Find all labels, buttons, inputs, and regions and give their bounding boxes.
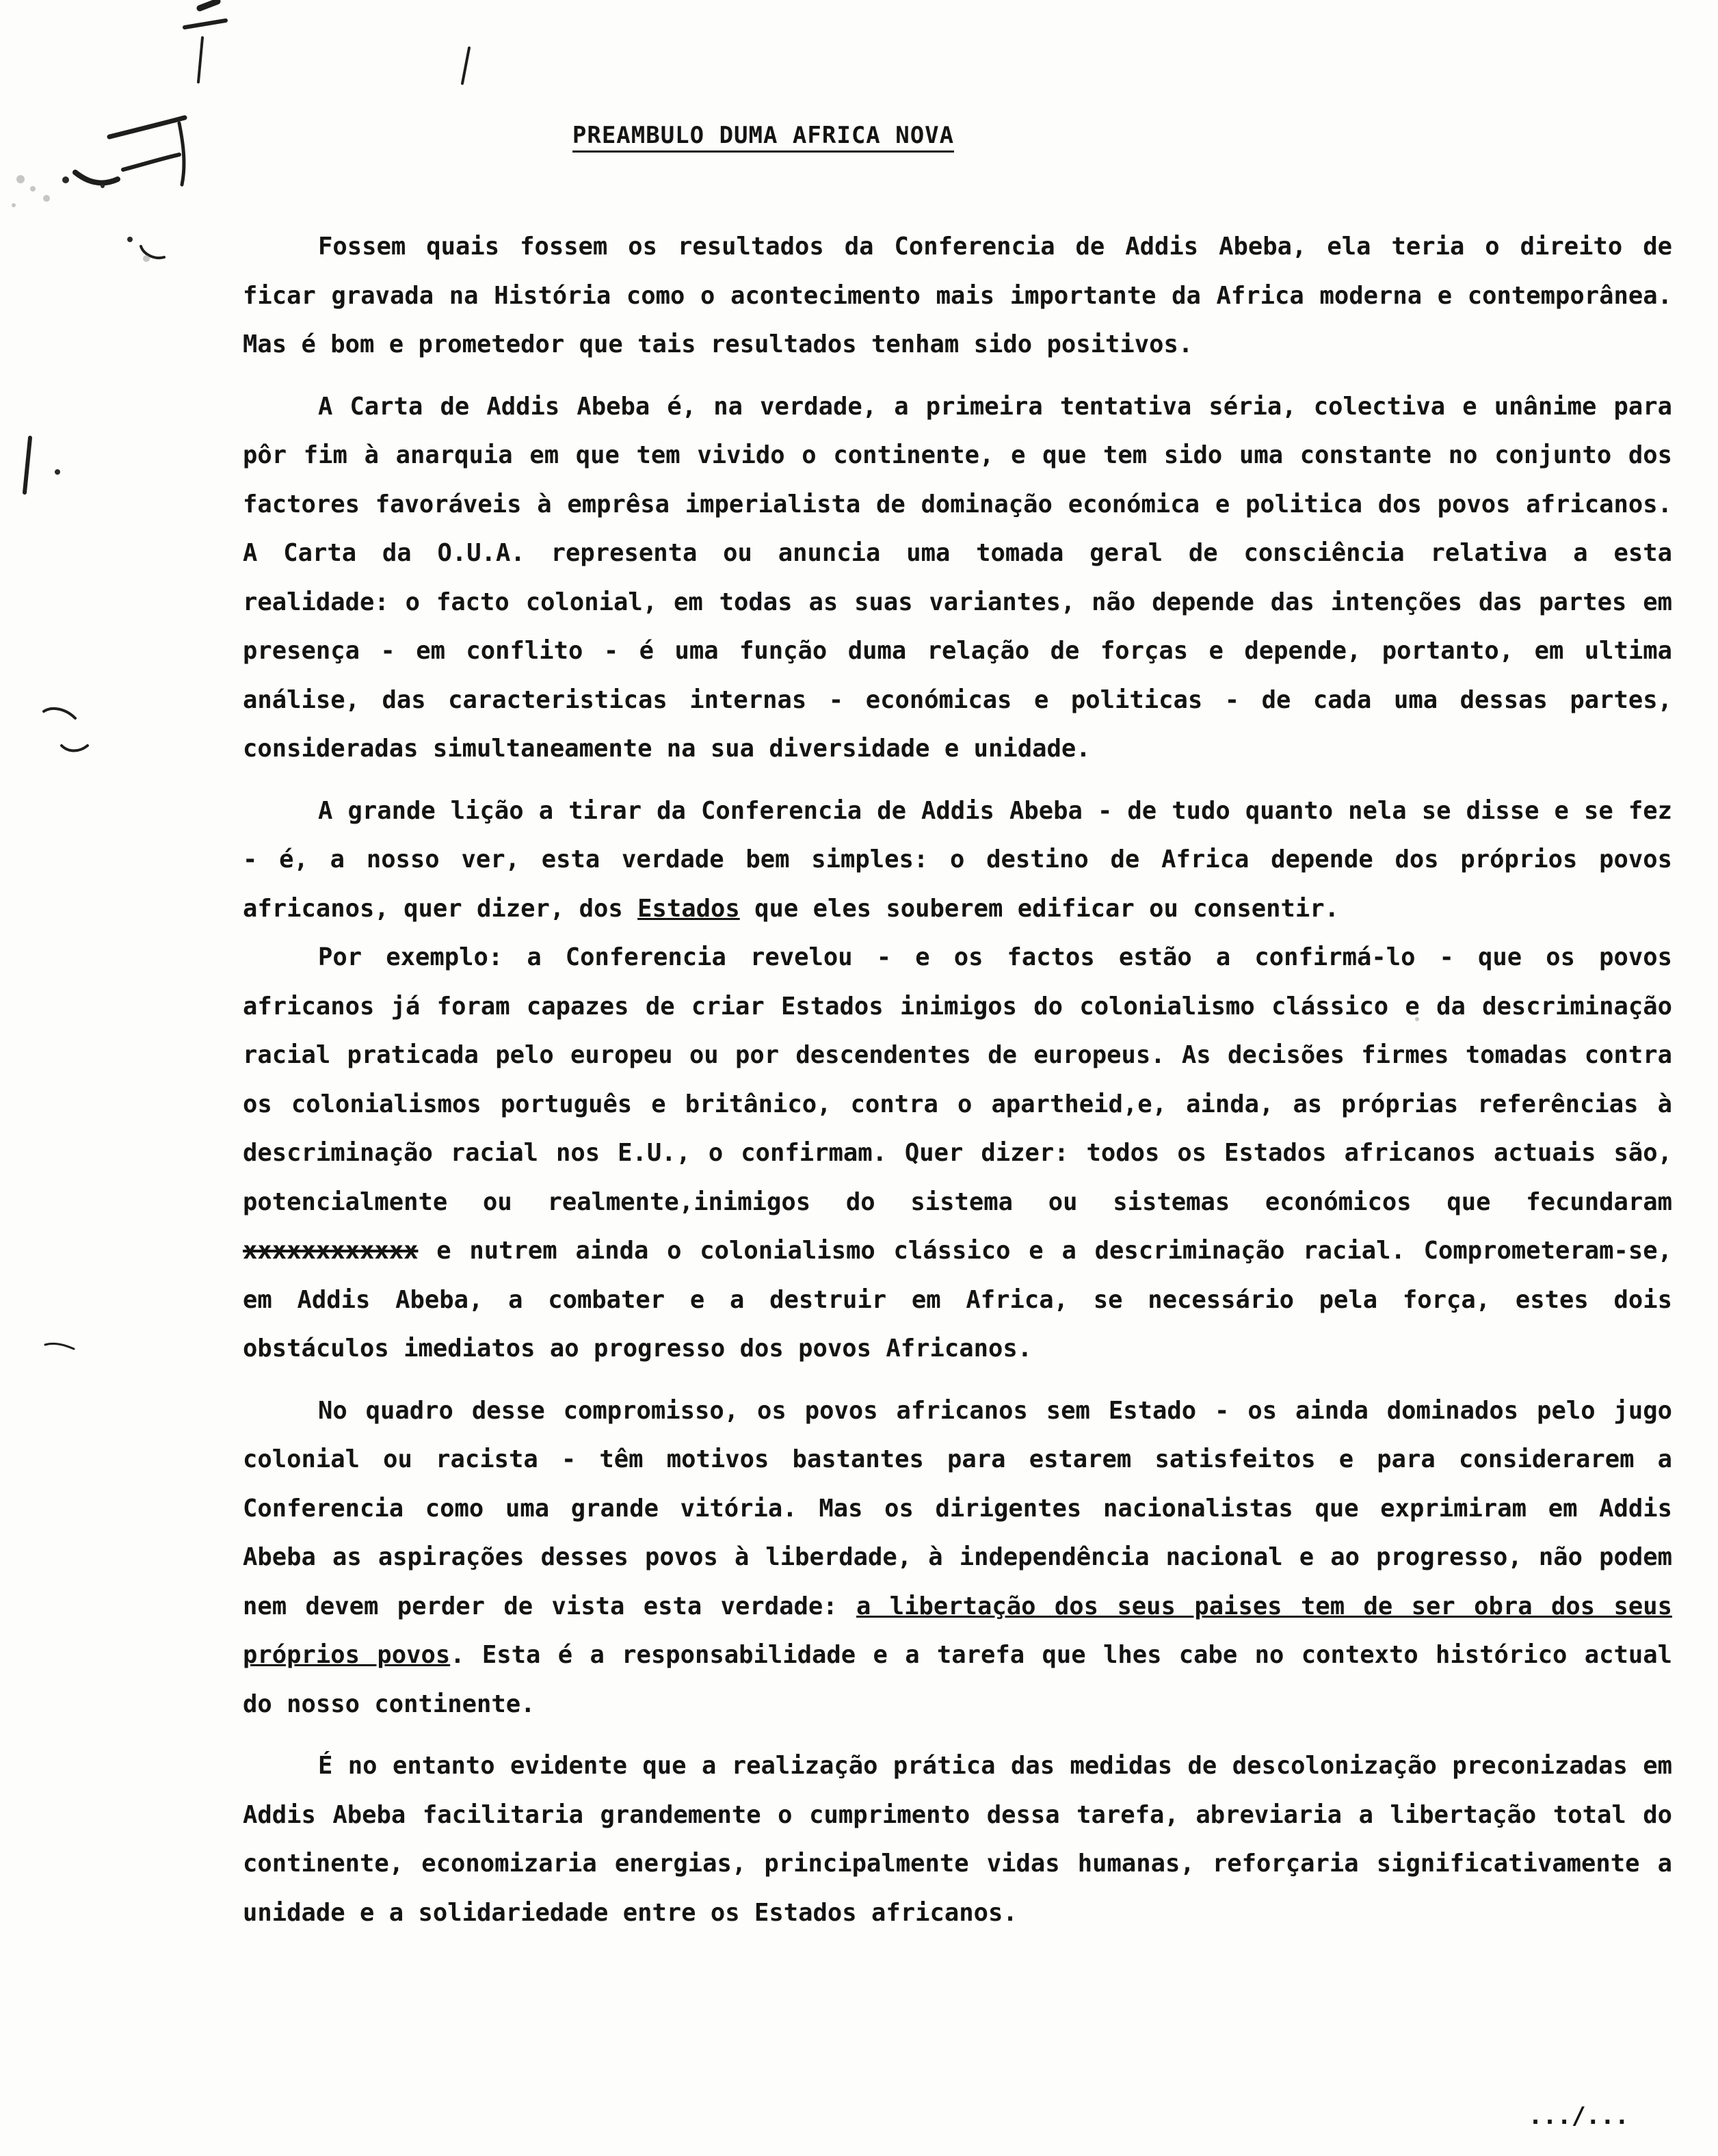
page-continuation-mark: .../...: [1528, 2103, 1629, 2130]
paragraph-5: No quadro desse compromisso, os povos africanos sem Estado - os ainda dominados pelo jugo colonial ou racista - têm motivos bastantes para estarem satisfeitos e para considerarem a Conferencia como uma grande vitória. Mas os dirigentes nacionalistas que exprimiram em Addis Abeba as aspirações desses povos à liberdade, à independência nacional e ao progresso, não podem nem devem perder de vista esta verdade: a libertação dos seus paises tem de ser obra dos seus próprios povos. Esta é a responsabilidade e a tarefa que lhes cabe no contexto histórico actual do nosso continente.: [243, 1396, 1672, 1718]
document-title: PREAMBULO DUMA AFRICA NOVA: [0, 122, 1622, 149]
paragraph-1: Fossem quais fossem os resultados da Conferencia de Addis Abeba, ela teria o direito de ficar gravada na História como o acontecimento mais importante da Africa moderna e contemporânea. Mas é bom e prometedor que tais resultados tenham sido positivos.: [243, 233, 1672, 358]
paragraph-6: É no entanto evidente que a realização prática das medidas de descolonização preconizadas em Addis Abeba facilitaria grandemente o cumprimento dessa tarefa, abreviaria a libertação total do continente, economizaria energias, principalmente vidas humanas, reforçaria significativamente a unidade e a solidariedade entre os Estados africanos.: [243, 1752, 1672, 1927]
struck-out-word: xxxxxxxxxxxx: [243, 1237, 419, 1265]
underlined-estados: Estados: [637, 894, 740, 923]
underlined-liberation-statement: a libertação dos seus paises tem de ser obra dos seus próprios povos: [243, 1592, 1672, 1669]
paragraph-4: Por exemplo: a Conferencia revelou - e os factos estão a confirmá-lo - que os povos africanos já foram capazes de criar Estados inimigos do colonialismo clássico e da descriminação racial praticada pelo europeu ou por descendentes de europeus. As decisões firmes tomadas contra os colonialismos português e britânico, contra o apartheid,e, ainda, as próprias referências à descriminação racial nos E.U., o confirmam. Quer dizer: todos os Estados africanos actuais são, potencialmente ou realmente,inimigos do sistema ou sistemas económicos que fecundaram xxxxxxxxxxxx e nutrem ainda o colonialismo clássico e a descriminação racial. Comprometeram-se, em Addis Abeba, a combater e a destruir em Africa, se necessário pela força, estes dois obstáculos imediatos ao progresso dos povos Africanos.: [243, 943, 1672, 1363]
paragraph-3: A grande lição a tirar da Conferencia de Addis Abeba - de tudo quanto nela se disse e se fez - é, a nosso ver, esta verdade bem simples: o destino de Africa depende dos próprios povos africanos, quer dizer, dos Estados que eles souberem edificar ou consentir.: [243, 796, 1672, 923]
document-body: [243, 222, 1672, 1950]
paragraph-2: A Carta de Addis Abeba é, na verdade, a primeira tentativa séria, colectiva e unânime para pôr fim à anarquia em que tem vivido o continente, e que tem sido uma constante no conjunto dos factores favoráveis à emprêsa imperialista de dominação económica e politica dos povos africanos. A Carta da O.U.A. representa ou anuncia uma tomada geral de consciência relativa a esta realidade: o facto colonial, em todas as suas variantes, não depende das intenções das partes em presença - em conflito - é uma função duma relação de forças e depende, portanto, em ultima análise, das caracteristicas internas - económicas e politicas - de cada uma dessas partes, consideradas simultaneamente na sua diversidade e unidade.: [243, 392, 1672, 763]
